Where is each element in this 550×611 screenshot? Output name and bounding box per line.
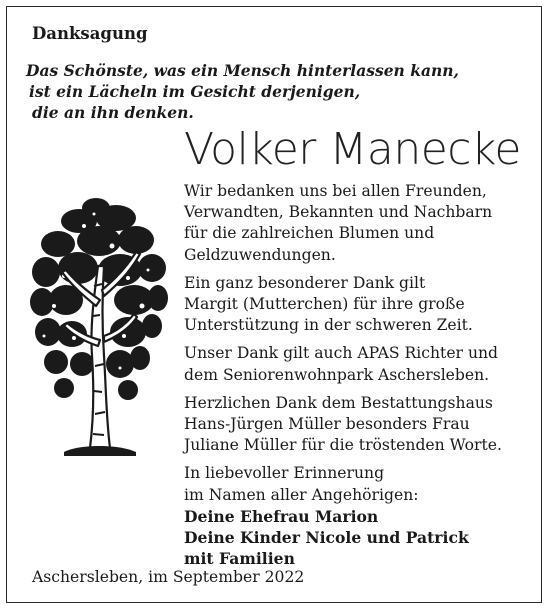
signatory-line: Deine Ehefrau Marion (184, 506, 379, 526)
closing-line: In liebevoller Erinnerung (184, 464, 385, 483)
text-line: Ein ganz besonderer Dank gilt (184, 273, 426, 292)
paragraph-thanks (184, 181, 534, 266)
text-line: Wir bedanken uns bei allen Freunden, (184, 182, 487, 200)
deceased-name: Volker Manecke (184, 124, 521, 175)
quote-line: Das Schönste, was ein Mensch hinterlassen kann, (26, 61, 459, 80)
text-line: für die zahlreichen Blumen und (184, 224, 435, 243)
quote-line: die an ihn denken. (32, 103, 194, 122)
paragraph-funeral-home (184, 393, 534, 457)
signatory-line: Deine Kinder Nicole und Patrick (184, 528, 469, 548)
birch-tree-icon (24, 186, 174, 464)
text-line: Unterstützung in der schweren Zeit. (184, 316, 473, 335)
quote-line: ist ein Lächeln im Gesicht derjenigen, (29, 82, 361, 101)
text-line: Margit (Mutterchen) für ihre große (184, 295, 465, 314)
place-date: Aschersleben, im September 2022 (32, 568, 305, 586)
notice-heading: Danksagung (32, 24, 148, 43)
text-line: Herzlichen Dank dem Bestattungshaus (184, 393, 493, 412)
notice-body (184, 181, 534, 576)
text-line: Geldzuwendungen. (184, 245, 336, 264)
signatory-line: mit Familien (184, 549, 295, 569)
text-line: dem Seniorenwohnpark Aschersleben. (184, 365, 490, 384)
paragraph-special-thanks (184, 273, 534, 337)
text-line: Verwandten, Bekannten und Nachbarn (184, 203, 493, 222)
paragraph-apas (184, 343, 534, 385)
closing-line: im Namen aller Angehörigen: (184, 485, 419, 504)
text-line: Unser Dank gilt auch APAS Richter und (184, 344, 499, 363)
closing-block (184, 463, 534, 569)
text-line: Juliane Müller für die tröstenden Worte. (184, 436, 502, 455)
memorial-quote (26, 60, 459, 123)
text-line: Hans-Jürgen Müller besonders Frau (184, 415, 470, 434)
